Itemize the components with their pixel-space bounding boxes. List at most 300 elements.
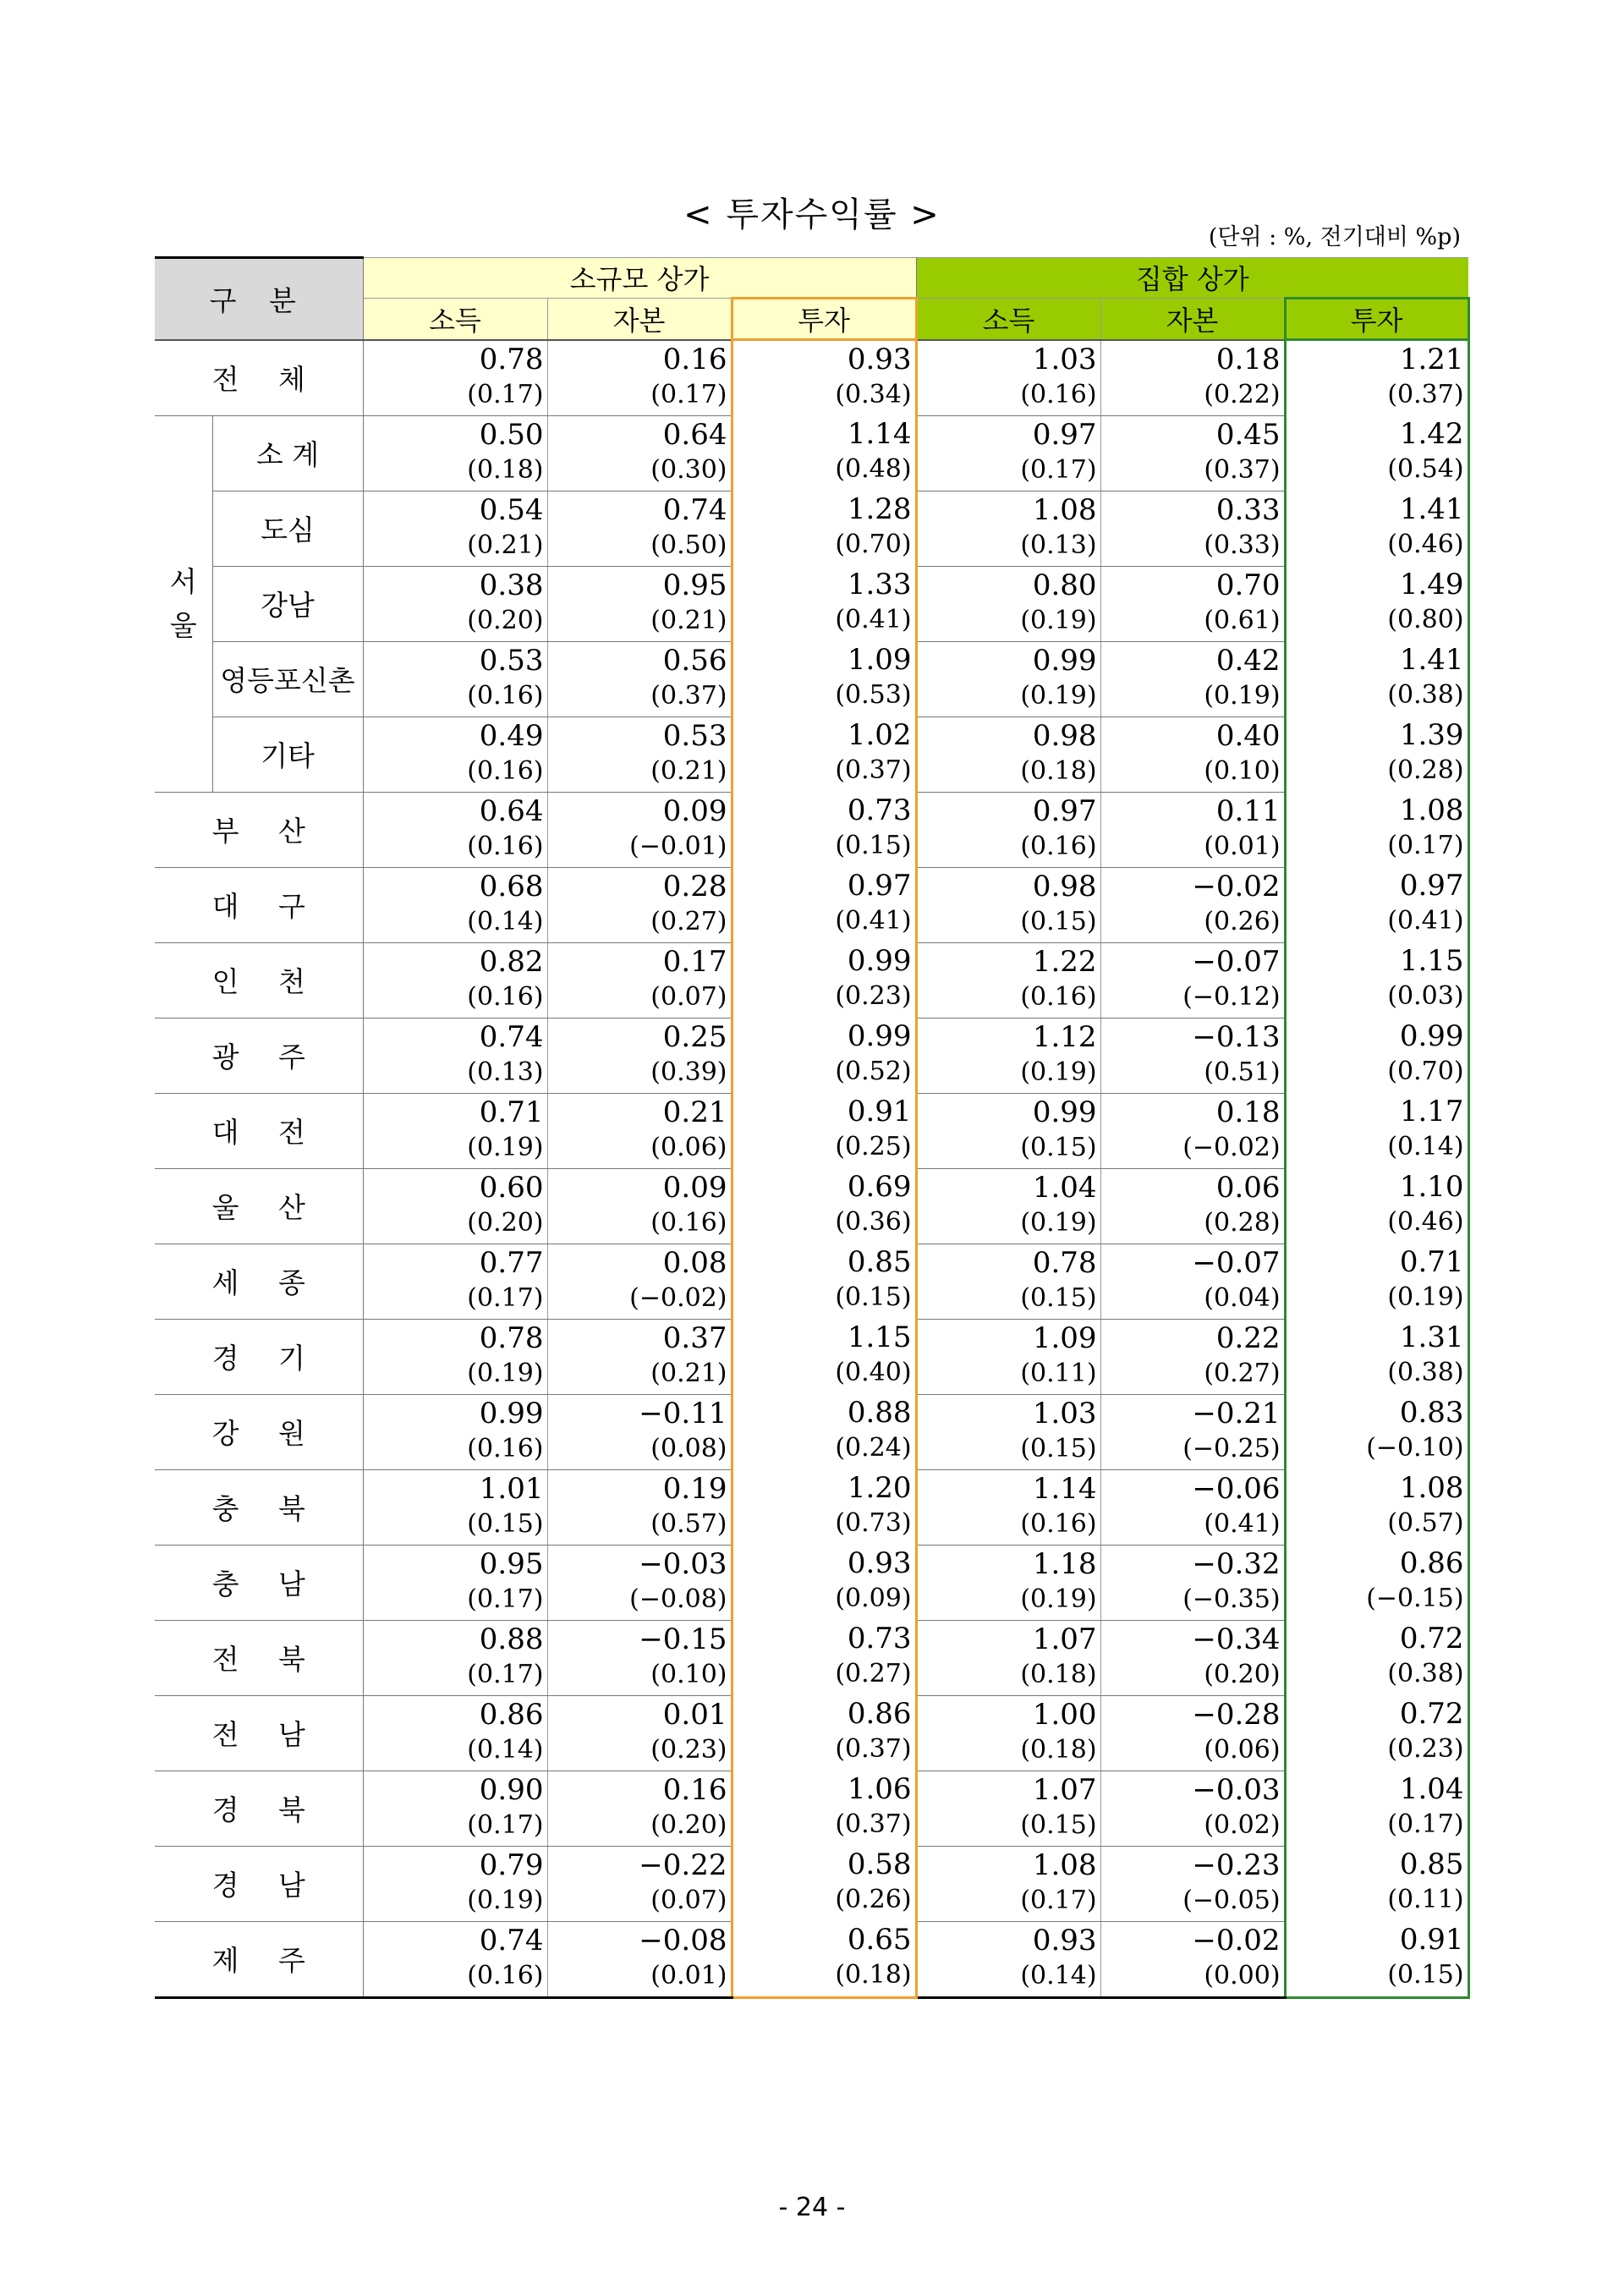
row-label: 경 북 [155, 1771, 363, 1846]
table-row [155, 1771, 1468, 1846]
change-value: (0.21) [650, 1358, 727, 1388]
return-value: −0.07 [1192, 1245, 1281, 1280]
return-value: 0.99 [1032, 643, 1097, 678]
change-value: (0.26) [1204, 906, 1281, 936]
return-value: 0.85 [847, 1245, 912, 1279]
row-label: 영등포신촌 [212, 641, 363, 717]
value-cell [916, 1695, 1100, 1771]
value-cell [1100, 942, 1285, 1018]
return-value: 0.99 [1032, 1095, 1097, 1129]
return-value: 0.09 [662, 793, 727, 828]
value-cell [1100, 641, 1285, 717]
return-value: 0.19 [662, 1471, 727, 1506]
value-cell [732, 415, 916, 491]
value-cell [916, 792, 1100, 867]
change-value: (0.18) [1020, 1734, 1097, 1765]
value-cell [363, 491, 547, 566]
value-cell [363, 1244, 547, 1319]
return-value: 0.64 [662, 417, 727, 452]
return-value: 1.15 [847, 1320, 912, 1354]
change-value: (0.19) [1387, 1282, 1464, 1312]
value-cell [732, 1319, 916, 1394]
value-cell [363, 942, 547, 1018]
value-cell [1285, 566, 1468, 641]
change-value: (0.06) [650, 1132, 727, 1162]
value-cell [916, 1469, 1100, 1545]
return-value: 1.03 [1032, 1396, 1097, 1430]
change-value: (0.41) [835, 605, 912, 634]
value-cell [1285, 415, 1468, 491]
value-cell [732, 1018, 916, 1093]
return-value: 0.08 [662, 1245, 727, 1280]
page-number: - 24 - [778, 2193, 846, 2222]
return-value: −0.32 [1192, 1546, 1281, 1581]
value-cell [1100, 491, 1285, 566]
return-value: −0.34 [1192, 1622, 1281, 1656]
return-value: 1.28 [847, 492, 912, 526]
value-cell [1100, 1545, 1285, 1620]
change-value: (0.15) [1020, 906, 1097, 936]
return-value: 0.71 [1399, 1245, 1464, 1279]
return-value: 1.08 [1032, 1848, 1097, 1882]
table-row [155, 1093, 1468, 1168]
change-value: (0.08) [650, 1433, 727, 1463]
value-cell [363, 566, 547, 641]
change-value: (0.19) [1020, 1057, 1097, 1087]
value-cell [916, 1018, 1100, 1093]
table-row [155, 1469, 1468, 1545]
return-value: 1.39 [1399, 718, 1464, 752]
change-value: (0.28) [1387, 755, 1464, 785]
return-value: 1.04 [1032, 1170, 1097, 1205]
change-value: (0.57) [650, 1508, 727, 1539]
value-cell [1100, 1921, 1285, 1997]
return-value: 0.97 [1032, 417, 1097, 452]
change-value: (0.06) [1204, 1734, 1281, 1765]
row-label: 인 천 [155, 942, 363, 1018]
change-value: (−0.10) [1366, 1433, 1464, 1463]
change-value: (0.01) [650, 1960, 727, 1990]
change-value: (0.15) [1020, 1282, 1097, 1313]
value-cell [1285, 1394, 1468, 1469]
value-cell [916, 1319, 1100, 1394]
small-store-header: 소규모 상가 [363, 258, 916, 299]
value-cell [916, 340, 1100, 416]
complex-income-header: 소득 [916, 299, 1100, 340]
value-cell [1100, 1846, 1285, 1921]
change-value: (0.23) [835, 981, 912, 1011]
change-value: (0.51) [1204, 1057, 1281, 1087]
change-value: (0.16) [467, 1960, 544, 1990]
change-value: (−0.08) [629, 1584, 727, 1614]
value-cell [1100, 1394, 1285, 1469]
return-value: −0.08 [639, 1923, 727, 1957]
return-value: −0.15 [639, 1622, 727, 1656]
return-value: 1.33 [847, 568, 912, 601]
return-value: 0.68 [479, 869, 544, 903]
value-cell [916, 1921, 1100, 1997]
table-row [155, 1319, 1468, 1394]
change-value: (0.37) [835, 1809, 912, 1839]
value-cell [1285, 1319, 1468, 1394]
value-cell [1285, 717, 1468, 792]
value-cell [1285, 792, 1468, 867]
value-cell [1100, 1771, 1285, 1846]
complex-investment-header: 투자 [1285, 299, 1468, 340]
change-value: (0.52) [835, 1057, 912, 1086]
change-value: (0.73) [835, 1508, 912, 1538]
table-row [155, 1244, 1468, 1319]
change-value: (0.14) [467, 1734, 544, 1765]
small-income-header: 소득 [363, 299, 547, 340]
return-value: 0.97 [1399, 869, 1464, 903]
change-value: (0.27) [1204, 1358, 1281, 1388]
value-cell [916, 566, 1100, 641]
return-value: 1.10 [1399, 1170, 1464, 1204]
value-cell [916, 1244, 1100, 1319]
change-value: (0.17) [467, 379, 544, 409]
value-cell [732, 566, 916, 641]
return-value: 0.53 [662, 718, 727, 753]
return-value: 1.08 [1399, 793, 1464, 827]
value-cell [1285, 867, 1468, 942]
change-value: (0.17) [467, 1584, 544, 1614]
value-cell [363, 641, 547, 717]
change-value: (0.39) [650, 1057, 727, 1087]
change-value: (0.36) [835, 1207, 912, 1237]
value-cell [547, 415, 732, 491]
return-value: −0.22 [639, 1848, 727, 1882]
value-cell [1285, 1695, 1468, 1771]
value-cell [363, 1469, 547, 1545]
return-value: 1.41 [1399, 643, 1464, 677]
change-value: (0.19) [1020, 605, 1097, 635]
change-value: (0.21) [650, 755, 727, 786]
change-value: (−0.12) [1182, 981, 1281, 1012]
change-value: (0.17) [1387, 1809, 1464, 1839]
return-value: 0.70 [1215, 568, 1281, 602]
return-value: 0.91 [847, 1095, 912, 1128]
table-row [155, 1695, 1468, 1771]
value-cell [363, 1319, 547, 1394]
value-cell [916, 415, 1100, 491]
return-value: 1.06 [847, 1772, 912, 1806]
return-value: 0.77 [479, 1245, 544, 1280]
return-value: 1.49 [1399, 568, 1464, 601]
change-value: (−0.01) [629, 831, 727, 861]
return-value: −0.13 [1192, 1019, 1281, 1054]
row-label: 경 남 [155, 1846, 363, 1921]
change-value: (0.13) [467, 1057, 544, 1087]
change-value: (0.16) [467, 1433, 544, 1463]
change-value: (−0.15) [1366, 1584, 1464, 1613]
change-value: (0.16) [1020, 379, 1097, 409]
change-value: (0.46) [1387, 1207, 1464, 1237]
return-value: 0.95 [479, 1546, 544, 1581]
value-cell [547, 1771, 732, 1846]
value-cell [916, 1168, 1100, 1244]
return-value: 0.40 [1215, 718, 1281, 753]
small-capital-header: 자본 [547, 299, 732, 340]
value-cell [547, 491, 732, 566]
table-row [155, 340, 1468, 416]
category-header: 구 분 [155, 258, 363, 340]
change-value: (0.23) [650, 1734, 727, 1765]
value-cell [363, 1921, 547, 1997]
value-cell [916, 942, 1100, 1018]
change-value: (0.38) [1387, 1358, 1464, 1387]
value-cell [363, 867, 547, 942]
return-value: 0.74 [479, 1019, 544, 1054]
value-cell [1285, 1846, 1468, 1921]
return-value: 0.82 [479, 944, 544, 979]
table-row [155, 1921, 1468, 1997]
complex-store-header: 집합 상가 [916, 258, 1468, 299]
table-row [155, 1846, 1468, 1921]
value-cell [547, 340, 732, 416]
value-cell [1285, 1469, 1468, 1545]
change-value: (0.04) [1204, 1282, 1281, 1313]
return-value: 0.71 [479, 1095, 544, 1129]
value-cell [363, 1846, 547, 1921]
row-label: 울 산 [155, 1168, 363, 1244]
change-value: (0.11) [1387, 1885, 1464, 1914]
value-cell [732, 641, 916, 717]
row-label: 대 전 [155, 1093, 363, 1168]
value-cell [547, 1093, 732, 1168]
value-cell [1285, 1168, 1468, 1244]
change-value: (0.19) [1020, 1207, 1097, 1238]
value-cell [732, 1846, 916, 1921]
return-value: 0.95 [662, 568, 727, 602]
change-value: (0.16) [1020, 1508, 1097, 1539]
value-cell [547, 942, 732, 1018]
value-cell [363, 717, 547, 792]
return-value: −0.07 [1192, 944, 1281, 979]
return-value: 0.88 [479, 1622, 544, 1656]
return-value: 0.49 [479, 718, 544, 753]
value-cell [732, 1620, 916, 1695]
return-value: 0.54 [479, 492, 544, 527]
return-value: 0.69 [847, 1170, 912, 1204]
page-title: < 투자수익률 > [683, 195, 941, 234]
value-cell [732, 1695, 916, 1771]
change-value: (0.48) [835, 454, 912, 484]
return-value: 1.00 [1032, 1697, 1097, 1732]
return-value: 1.07 [1032, 1622, 1097, 1656]
change-value: (0.41) [1387, 906, 1464, 936]
change-value: (0.16) [467, 680, 544, 711]
return-value: 0.18 [1215, 342, 1281, 376]
value-cell [547, 792, 732, 867]
return-value: 0.73 [847, 793, 912, 827]
row-label: 경 기 [155, 1319, 363, 1394]
value-cell [1285, 942, 1468, 1018]
change-value: (0.38) [1387, 680, 1464, 710]
table-row [155, 1394, 1468, 1469]
return-value: 0.91 [1399, 1923, 1464, 1957]
return-value: 0.60 [479, 1170, 544, 1205]
return-value: 0.99 [847, 1019, 912, 1053]
return-value: 0.17 [662, 944, 727, 979]
return-value: 0.11 [1215, 793, 1281, 828]
row-label: 대 구 [155, 867, 363, 942]
change-value: (0.11) [1020, 1358, 1097, 1388]
change-value: (0.03) [1387, 981, 1464, 1011]
value-cell [732, 1093, 916, 1168]
value-cell [732, 1469, 916, 1545]
return-value: 1.03 [1032, 342, 1097, 376]
change-value: (0.17) [1387, 831, 1464, 860]
row-label: 제 주 [155, 1921, 363, 1997]
change-value: (0.18) [835, 1960, 912, 1990]
seoul-group-label: 서 울 [155, 415, 212, 792]
return-value: 0.78 [479, 342, 544, 376]
value-cell [547, 1846, 732, 1921]
value-cell [1285, 1545, 1468, 1620]
value-cell [547, 1394, 732, 1469]
return-value: 0.97 [847, 869, 912, 903]
value-cell [916, 1093, 1100, 1168]
row-label: 부 산 [155, 792, 363, 867]
table-row [155, 867, 1468, 942]
change-value: (0.30) [650, 454, 727, 485]
change-value: (0.15) [1020, 1809, 1097, 1840]
table-row [155, 942, 1468, 1018]
return-value: −0.02 [1192, 1923, 1281, 1957]
change-value: (0.54) [1387, 454, 1464, 484]
value-cell [732, 792, 916, 867]
value-cell [363, 1695, 547, 1771]
value-cell [732, 942, 916, 1018]
value-cell [547, 566, 732, 641]
change-value: (0.19) [467, 1132, 544, 1162]
change-value: (0.20) [650, 1809, 727, 1840]
value-cell [1100, 1018, 1285, 1093]
change-value: (0.15) [1387, 1960, 1464, 1990]
row-label: 충 북 [155, 1469, 363, 1545]
return-value: −0.28 [1192, 1697, 1281, 1732]
return-value: 0.88 [847, 1396, 912, 1430]
table-row [155, 491, 1468, 566]
value-cell [1285, 641, 1468, 717]
change-value: (0.61) [1204, 605, 1281, 635]
return-value: 1.02 [847, 718, 912, 752]
return-value: 1.12 [1032, 1019, 1097, 1054]
change-value: (0.18) [1020, 1659, 1097, 1689]
change-value: (0.15) [835, 831, 912, 860]
change-value: (0.34) [835, 380, 912, 409]
table-row [155, 415, 1468, 491]
return-value: 0.28 [662, 869, 727, 903]
change-value: (0.16) [467, 755, 544, 786]
return-value: 1.09 [1032, 1320, 1097, 1355]
change-value: (0.14) [1387, 1132, 1464, 1161]
change-value: (0.80) [1387, 605, 1464, 634]
value-cell [363, 1093, 547, 1168]
row-label: 소 계 [212, 415, 363, 491]
return-value: 0.86 [479, 1697, 544, 1732]
value-cell [1285, 1620, 1468, 1695]
return-value: 1.01 [479, 1471, 544, 1506]
return-value: 1.20 [847, 1471, 912, 1505]
change-value: (0.70) [835, 530, 912, 559]
change-value: (0.37) [1204, 454, 1281, 485]
value-cell [732, 867, 916, 942]
return-value: 0.79 [479, 1848, 544, 1882]
return-value: 0.99 [847, 944, 912, 978]
value-cell [1100, 867, 1285, 942]
return-value: 0.90 [479, 1772, 544, 1807]
return-value: −0.11 [639, 1396, 727, 1430]
value-cell [547, 1469, 732, 1545]
table-row [155, 1545, 1468, 1620]
value-cell [1100, 717, 1285, 792]
return-value: 0.37 [662, 1320, 727, 1355]
return-value: 0.50 [479, 417, 544, 452]
table-body [155, 340, 1468, 1998]
value-cell [1285, 1921, 1468, 1997]
change-value: (0.33) [1204, 530, 1281, 560]
row-label: 광 주 [155, 1018, 363, 1093]
return-value: 0.06 [1215, 1170, 1281, 1205]
change-value: (0.21) [467, 530, 544, 560]
small-investment-header: 투자 [732, 299, 916, 340]
table-row [155, 1168, 1468, 1244]
return-value: 0.72 [1399, 1697, 1464, 1731]
value-cell [547, 1545, 732, 1620]
change-value: (0.02) [1204, 1809, 1281, 1840]
return-value: 1.15 [1399, 944, 1464, 978]
value-cell [732, 1168, 916, 1244]
value-cell [916, 1620, 1100, 1695]
return-value: 1.09 [847, 643, 912, 677]
return-value: −0.03 [639, 1546, 727, 1581]
value-cell [1285, 1018, 1468, 1093]
table-row [155, 792, 1468, 867]
table-row [155, 717, 1468, 792]
return-value: 0.25 [662, 1019, 727, 1054]
value-cell [1285, 1771, 1468, 1846]
change-value: (−0.35) [1182, 1584, 1281, 1614]
change-value: (0.46) [1387, 530, 1464, 559]
change-value: (0.17) [650, 379, 727, 409]
value-cell [547, 717, 732, 792]
return-value: 0.97 [1032, 793, 1097, 828]
value-cell [363, 1168, 547, 1244]
return-value: 0.78 [479, 1320, 544, 1355]
change-value: (0.18) [1020, 755, 1097, 786]
return-value: 0.86 [847, 1697, 912, 1731]
value-cell [1100, 566, 1285, 641]
return-value: 0.85 [1399, 1848, 1464, 1881]
value-cell [547, 641, 732, 717]
value-cell [1100, 1695, 1285, 1771]
return-value: 1.04 [1399, 1772, 1464, 1806]
return-value: 0.16 [662, 1772, 727, 1807]
change-value: (0.16) [650, 1207, 727, 1238]
return-value: 0.42 [1215, 643, 1281, 678]
table-row [155, 1018, 1468, 1093]
table-row [155, 566, 1468, 641]
complex-capital-header: 자본 [1100, 299, 1285, 340]
change-value: (0.18) [467, 454, 544, 485]
value-cell [1100, 1469, 1285, 1545]
change-value: (0.15) [835, 1282, 912, 1312]
change-value: (0.17) [1020, 1885, 1097, 1915]
return-value: 0.72 [1399, 1622, 1464, 1655]
change-value: (0.40) [835, 1358, 912, 1387]
